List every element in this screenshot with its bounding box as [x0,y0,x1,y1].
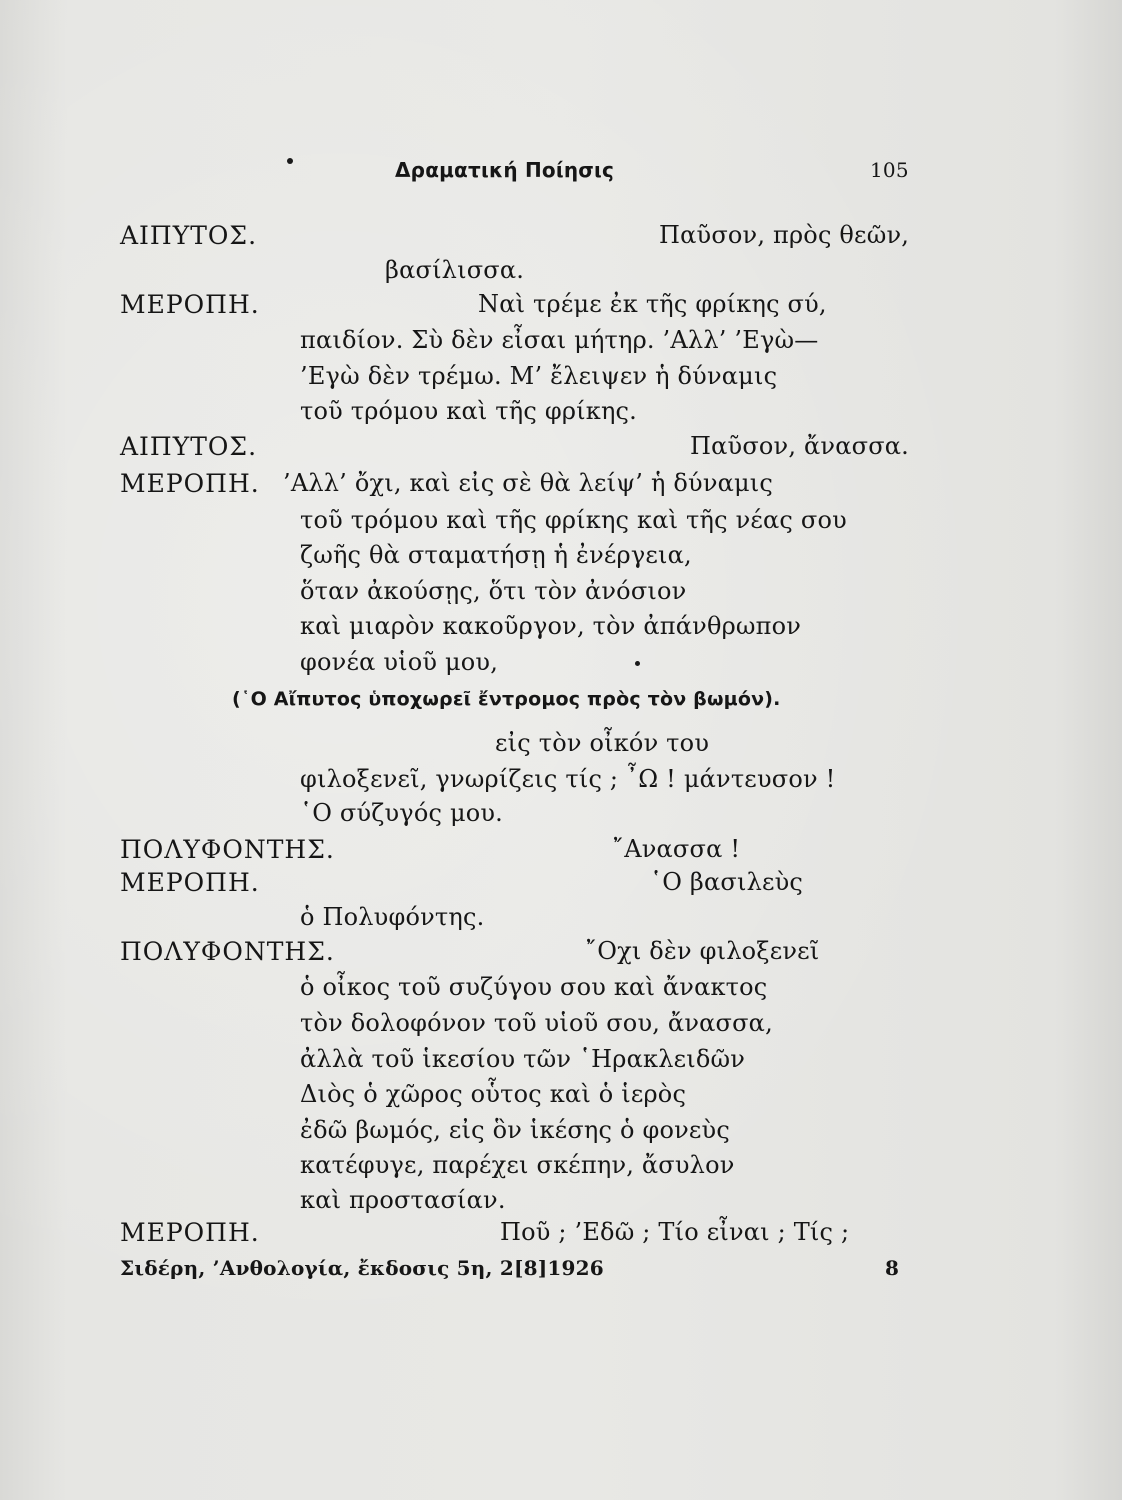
verse-line: ’Εγὼ δὲν τρέμω. Μ’ ἔλειψεν ἡ δύναμις [300,362,778,390]
speaker-name: ΜΕΡΟΠΗ. [120,469,260,498]
verse-line: Ποῦ ; ’Εδῶ ; Τίο εἶναι ; Τίς ; [500,1218,850,1246]
verse-line: βασίλισσα. [385,256,525,284]
verse-line: ῎Ανασσα ! [612,835,741,863]
verse-line: ὁ Πολυφόντης. [300,903,485,931]
verse-line: Ναὶ τρέμε ἐκ τῆς φρίκης σύ, [478,290,827,318]
ink-dot-mark [635,661,640,666]
verse-line: Διὸς ὁ χῶρος οὗτος καὶ ὁ ἱερὸς [300,1080,687,1108]
stage-direction: (῾Ο Αἴπυτος ὑποχωρεῖ ἔντρομος πρὸς τὸν βωμόν). [232,688,781,710]
verse-line: κατέφυγε, παρέχει σκέπην, ἄσυλον [300,1151,735,1179]
verse-line: ῾Ο σύζυγός μου. [300,799,504,827]
header-dot-mark [287,158,293,164]
verse-line: ὁ οἶκος τοῦ συζύγου σου καὶ ἄνακτος [300,973,768,1001]
verse-line: φιλοξενεῖ, γνωρίζεις τίς ; ῏Ω ! μάντευσον ! [300,765,836,793]
verse-line: φονέα υἱοῦ μου, [300,648,499,676]
verse-line: τὸν δολοφόνον τοῦ υἱοῦ σου, ἄνασσα, [300,1009,773,1037]
verse-line: τοῦ τρόμου καὶ τῆς φρίκης καὶ τῆς νέας σου [300,506,847,534]
printer-signature: Σιδέρη, ’Ανθολογία, ἔκδοσις 5η, 2[8]1926 [120,1256,604,1280]
speaker-name: ΠΟΛΥΦΟΝΤΗΣ. [120,937,335,966]
verse-line: ’Αλλ’ ὄχι, καὶ εἰς σὲ θὰ λείψ’ ἡ δύναμις [283,469,774,497]
verse-line: ἐδῶ βωμός, εἰς ὃν ἱκέσης ὁ φονεὺς [300,1116,730,1144]
verse-line: ῾Ο βασιλεὺς [650,868,804,896]
verse-line: ἀλλὰ τοῦ ἱκεσίου τῶν ῾Ηρακλειδῶν [300,1045,746,1073]
speaker-name: ΜΕΡΟΠΗ. [120,1218,260,1247]
speaker-name: ΜΕΡΟΠΗ. [120,868,260,897]
running-header-title: Δραματική Ποίησις [395,158,615,182]
verse-line: ζωῆς θὰ σταματήσῃ ἡ ἐνέργεια, [300,541,692,569]
verse-line: παιδίον. Σὺ δὲν εἶσαι μήτηρ. ’Αλλ’ ’Εγὼ— [300,326,819,354]
verse-line: καὶ προστασίαν. [300,1186,506,1214]
speaker-name: ΠΟΛΥΦΟΝΤΗΣ. [120,835,335,864]
verse-line: εἰς τὸν οἶκόν του [495,729,710,757]
verse-line: Παῦσον, ἄνασσα. [690,432,910,460]
speaker-name: ΜΕΡΟΠΗ. [120,290,260,319]
verse-line: ῎Οχι δὲν φιλοξενεῖ [585,937,820,965]
speaker-name: ΑΙΠΥΤΟΣ. [120,221,258,250]
signature-mark: 8 [885,1256,900,1280]
speaker-name: ΑΙΠΥΤΟΣ. [120,432,258,461]
verse-line: τοῦ τρόμου καὶ τῆς φρίκης. [300,397,637,425]
page-number: 105 [870,158,909,182]
verse-line: ὅταν ἀκούσῃς, ὅτι τὸν ἀνόσιον [300,577,687,605]
verse-line: Παῦσον, πρὸς θεῶν, [659,221,910,249]
verse-line: καὶ μιαρὸν κακοῦργον, τὸν ἀπάνθρωπον [300,612,802,640]
